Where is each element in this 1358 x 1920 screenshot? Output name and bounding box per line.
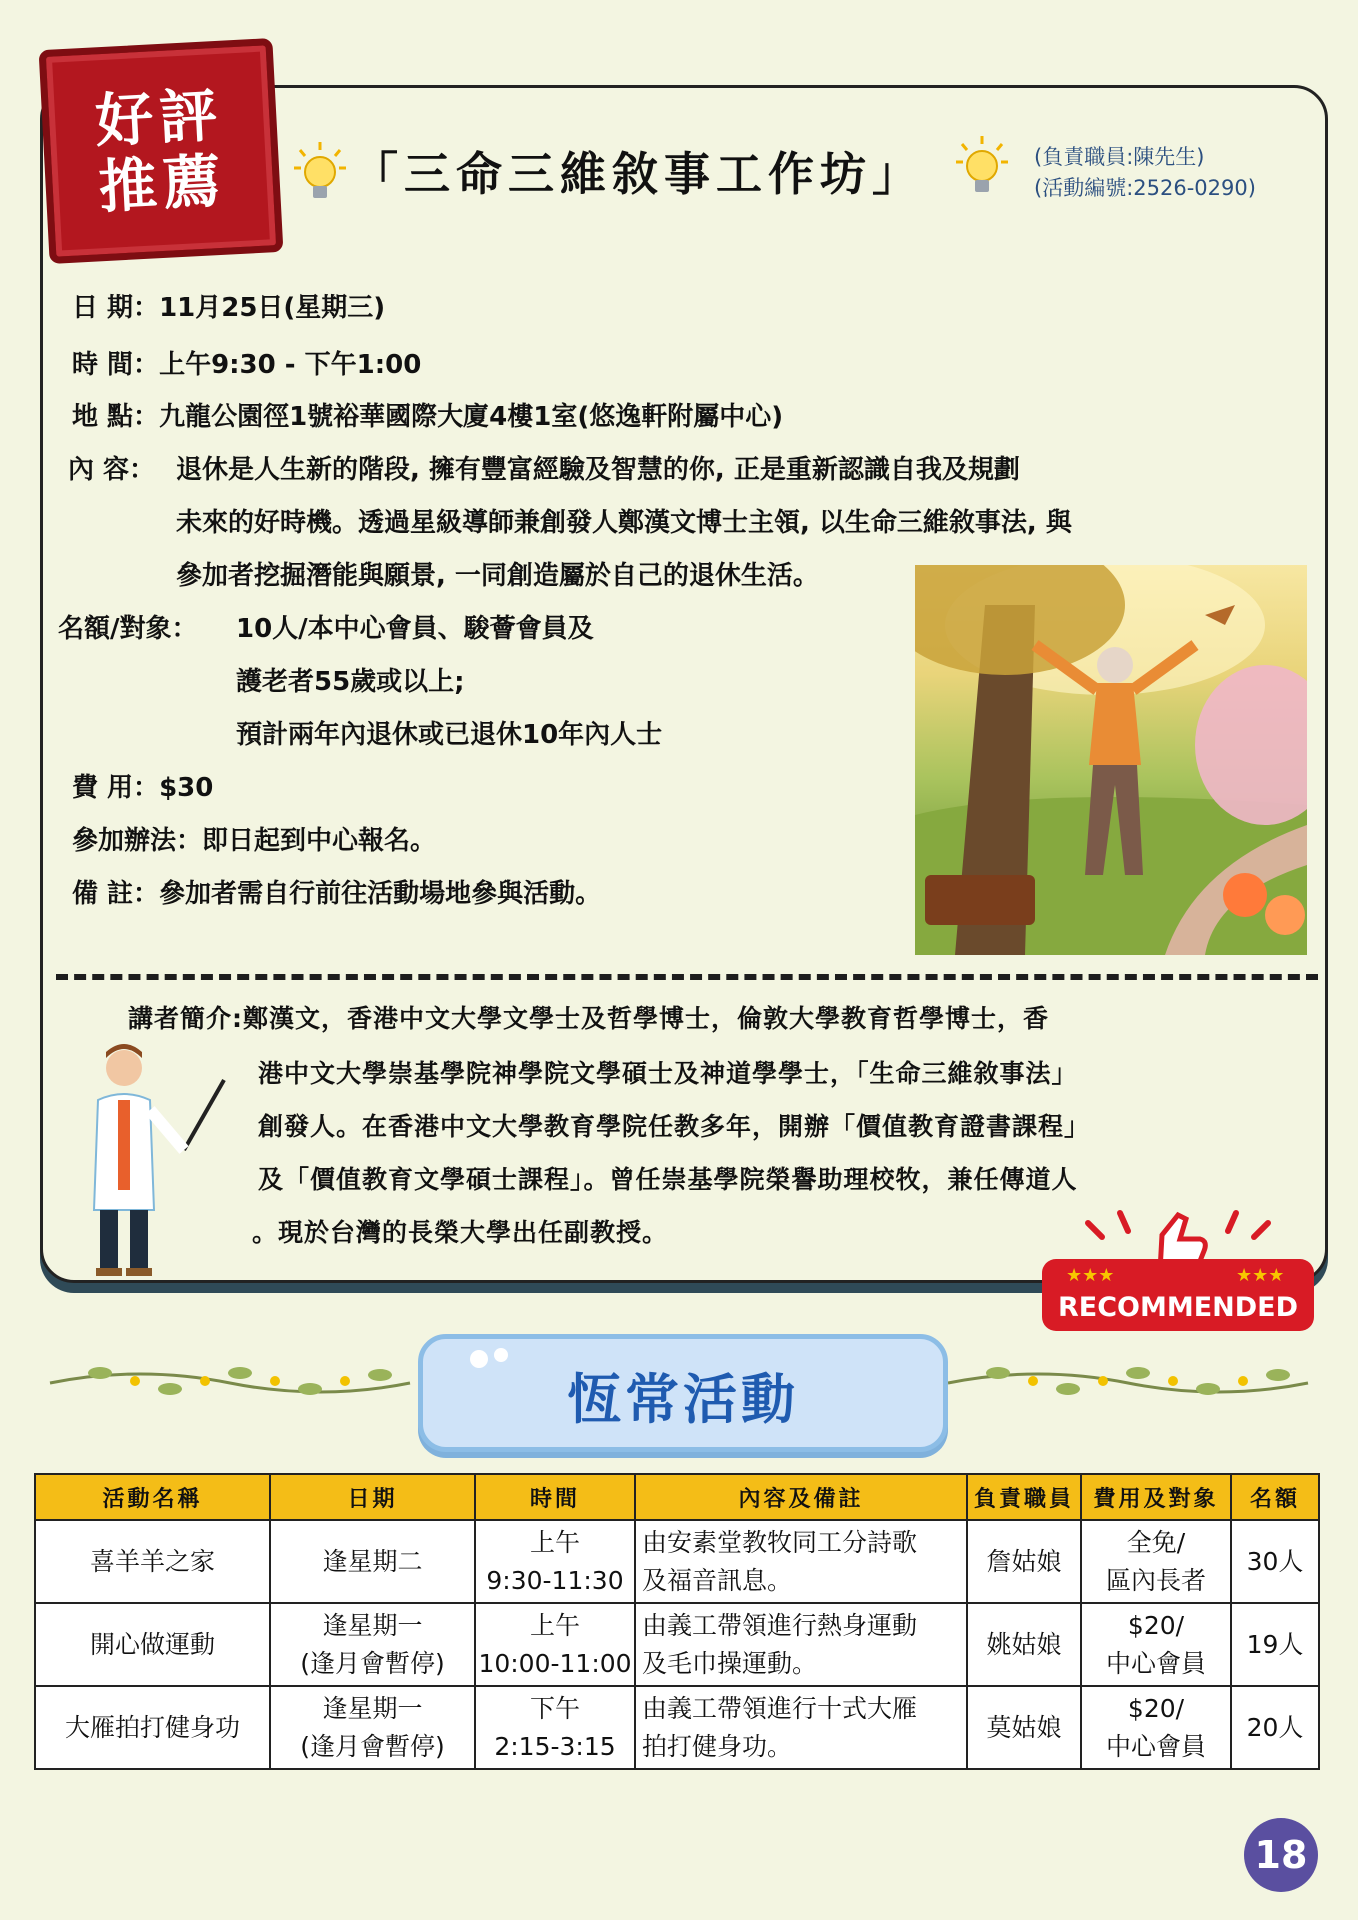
remark-row bbox=[72, 873, 601, 910]
activity-description bbox=[635, 1520, 967, 1603]
time-period: 上午 bbox=[529, 1610, 580, 1640]
time-range: 10:00-11:00 bbox=[478, 1648, 632, 1678]
activity-time bbox=[475, 1603, 635, 1686]
lightbulb-icon bbox=[954, 134, 1010, 204]
teacher-illustration bbox=[84, 1040, 234, 1280]
recommended-badge bbox=[1040, 1205, 1316, 1335]
desc-line: 拍打健身功。 bbox=[642, 1731, 793, 1761]
target-line: 中心會員 bbox=[1105, 1648, 1206, 1678]
activity-description bbox=[635, 1603, 967, 1686]
activity-fee bbox=[1081, 1686, 1231, 1769]
column-header: 日期 bbox=[270, 1474, 475, 1520]
star-icon: ★★★ bbox=[1066, 1265, 1115, 1286]
activity-description bbox=[635, 1686, 967, 1769]
time-label: 時 間： bbox=[72, 350, 160, 380]
activity-staff: 姚姑娘 bbox=[967, 1603, 1081, 1686]
staff-info bbox=[1034, 142, 1256, 204]
date-line: 逢星期一 bbox=[322, 1693, 423, 1723]
activity-quota: 30人 bbox=[1231, 1520, 1319, 1603]
date-line: 逢星期二 bbox=[322, 1546, 423, 1576]
activity-date bbox=[270, 1520, 475, 1603]
fee-line: $20/ bbox=[1127, 1693, 1185, 1723]
activity-fee bbox=[1081, 1520, 1231, 1603]
speaker-bio-line: 創發人。在香港中文大學教育學院任教多年，開辦「價值教育證書課程」 bbox=[258, 1112, 1091, 1141]
desc-line: 由安素堂教牧同工分詩歌 bbox=[642, 1527, 918, 1557]
time-row bbox=[72, 344, 421, 381]
target-line: 中心會員 bbox=[1105, 1731, 1206, 1761]
date-note: (逢月會暫停) bbox=[300, 1648, 445, 1678]
activity-name: 大雁拍打健身功 bbox=[35, 1686, 270, 1769]
time-range: 9:30-11:30 bbox=[486, 1565, 624, 1595]
time-period: 下午 bbox=[529, 1693, 580, 1723]
recommend-stamp bbox=[39, 38, 284, 264]
fee-row bbox=[72, 767, 213, 804]
method-row bbox=[72, 820, 436, 857]
location-value: 九龍公園徑1號裕華國際大廈4樓1室(悠逸軒附屬中心) bbox=[159, 402, 784, 432]
activity-name: 喜羊羊之家 bbox=[35, 1520, 270, 1603]
activity-time bbox=[475, 1520, 635, 1603]
speaker-bio-line: 及「價值教育文學碩士課程」。曾任崇基學院榮譽助理校牧，兼任傳道人 bbox=[258, 1165, 1078, 1194]
method-value: 即日起到中心報名。 bbox=[202, 826, 437, 856]
speaker-bio-line: 。現於台灣的長榮大學出任副教授。 bbox=[252, 1218, 669, 1247]
column-header: 費用及對象 bbox=[1081, 1474, 1231, 1520]
activity-code: (活動編號:2526-0290) bbox=[1034, 176, 1256, 200]
vine-decoration bbox=[40, 1345, 420, 1415]
date-line: 逢星期一 bbox=[322, 1610, 423, 1640]
quota-line: 10人/本中心會員、駿薈會員及 bbox=[236, 614, 594, 644]
section-header bbox=[418, 1334, 948, 1452]
time-period: 上午 bbox=[529, 1527, 580, 1557]
activity-time bbox=[475, 1686, 635, 1769]
date-value: 11月25日(星期三) bbox=[159, 293, 386, 323]
fee-line: 全免/ bbox=[1126, 1527, 1186, 1557]
location-label: 地 點： bbox=[72, 402, 160, 432]
activity-date bbox=[270, 1603, 475, 1686]
time-range: 2:15-3:15 bbox=[494, 1731, 616, 1761]
content-line: 未來的好時機。透過星級導師兼創發人鄭漢文博士主領, 以生命三維敘事法, 與 bbox=[176, 508, 1072, 538]
desc-line: 由義工帶領進行十式大雁 bbox=[642, 1693, 918, 1723]
stamp-line-2: 推薦 bbox=[97, 146, 229, 222]
regular-activities-table bbox=[34, 1473, 1320, 1770]
staff-name: (負責職員:陳先生) bbox=[1034, 145, 1205, 169]
activity-quota: 20人 bbox=[1231, 1686, 1319, 1769]
date-row bbox=[72, 287, 385, 324]
activity-quota: 19人 bbox=[1231, 1603, 1319, 1686]
page-number: 18 bbox=[1244, 1818, 1318, 1892]
fee-value: $30 bbox=[159, 773, 214, 803]
senior-in-park-illustration bbox=[915, 565, 1307, 955]
event-title: 「三命三維敘事工作坊」 bbox=[352, 147, 924, 201]
desc-line: 及福音訊息。 bbox=[642, 1565, 793, 1595]
activity-name: 開心做運動 bbox=[35, 1603, 270, 1686]
table-row bbox=[35, 1520, 1319, 1603]
desc-line: 及毛巾操運動。 bbox=[642, 1648, 818, 1678]
content-label: 內 容： bbox=[68, 455, 156, 485]
date-label: 日 期： bbox=[72, 293, 160, 323]
target-line: 區內長者 bbox=[1105, 1565, 1206, 1595]
table-header-row bbox=[35, 1474, 1319, 1520]
star-icon: ★★★ bbox=[1236, 1265, 1285, 1286]
lightbulb-icon bbox=[292, 140, 348, 210]
activity-fee bbox=[1081, 1603, 1231, 1686]
time-value: 上午9:30 - 下午1:00 bbox=[159, 350, 422, 380]
content-line: 退休是人生新的階段, 擁有豐富經驗及智慧的你, 正是重新認識自我及規劃 bbox=[176, 455, 1020, 485]
speaker-bio-line: 港中文大學崇基學院神學院文學碩士及神道學學士，「生命三維敘事法」 bbox=[258, 1059, 1078, 1088]
content-line: 參加者挖掘潛能與願景, 一同創造屬於自己的退休生活。 bbox=[176, 561, 819, 591]
activity-staff: 莫姑娘 bbox=[967, 1686, 1081, 1769]
desc-line: 由義工帶領進行熱身運動 bbox=[642, 1610, 918, 1640]
badge-text: RECOMMENDED bbox=[1057, 1292, 1299, 1323]
section-title: 恆常活動 bbox=[567, 1368, 799, 1431]
date-note: (逢月會暫停) bbox=[300, 1731, 445, 1761]
column-header: 活動名稱 bbox=[35, 1474, 270, 1520]
table-row bbox=[35, 1686, 1319, 1769]
fee-label: 費 用： bbox=[72, 773, 160, 803]
method-label: 參加辦法： bbox=[72, 826, 203, 856]
activity-date bbox=[270, 1686, 475, 1769]
quota-line: 預計兩年內退休或已退休10年內人士 bbox=[236, 720, 663, 750]
quota-line: 護老者55歲或以上; bbox=[236, 667, 465, 697]
activity-staff: 詹姑娘 bbox=[967, 1520, 1081, 1603]
speaker-bio-line: 講者簡介:鄭漢文，香港中文大學文學士及哲學博士，倫敦大學教育哲學博士，香 bbox=[128, 1004, 1050, 1033]
column-header: 負責職員 bbox=[967, 1474, 1081, 1520]
stamp-line-1: 好評 bbox=[93, 80, 225, 156]
vine-decoration bbox=[938, 1345, 1318, 1415]
table-row bbox=[35, 1603, 1319, 1686]
remark-value: 參加者需自行前往活動場地參與活動。 bbox=[159, 879, 602, 909]
remark-label: 備 註： bbox=[72, 879, 160, 909]
fee-line: $20/ bbox=[1127, 1610, 1185, 1640]
column-header: 時間 bbox=[475, 1474, 635, 1520]
column-header: 內容及備註 bbox=[635, 1474, 967, 1520]
quota-label: 名額/對象： bbox=[58, 614, 198, 644]
column-header: 名額 bbox=[1231, 1474, 1319, 1520]
section-divider bbox=[56, 974, 1318, 980]
location-row bbox=[72, 396, 783, 433]
